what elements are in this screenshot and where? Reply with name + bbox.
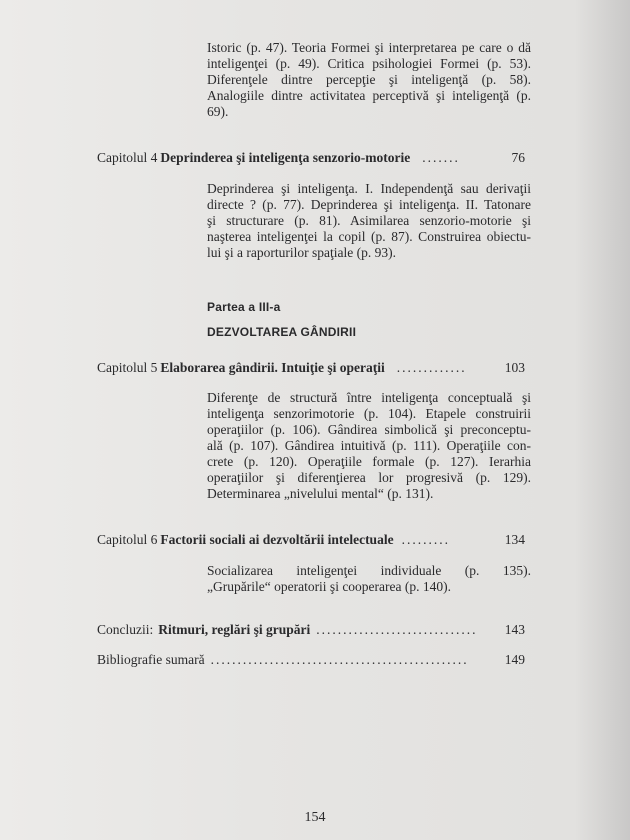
summary-line: Deprinderea şi inteligenţa. I. Independenţă sau derivaţii — [207, 181, 531, 196]
summary-line: 69). — [207, 104, 229, 119]
chapter-label: Capitolul 5 — [97, 360, 158, 375]
page-reference: 134 — [504, 532, 525, 547]
page-reference: 76 — [511, 150, 525, 165]
chapter-label: Capitolul 6 — [97, 532, 158, 547]
part-title: DEZVOLTAREA GÂNDIRII — [207, 325, 357, 339]
dot-leader: .............................. — [316, 622, 478, 637]
toc-entry-chapter5 — [97, 360, 525, 376]
summary-line: naşterea inteligenţei la copil (p. 87). Construirea obiectu- — [207, 229, 531, 244]
summary-line: şi structurare (p. 81). Asimilarea senzorio-motorie şi — [207, 213, 531, 228]
summary-line: „Grupările“ operatorii şi cooperarea (p. 140). — [207, 579, 452, 594]
page-number: 154 — [304, 810, 326, 825]
summary-line: lui şi a raporturilor spaţiale (p. 93). — [207, 245, 396, 260]
toc-entry-chapter4 — [97, 150, 525, 166]
summary-line: operaţiilor şi diferenţierea lor progresivă (p. 129). — [207, 470, 531, 485]
summary-line: Analogiile dintre activitatea perceptivă şi inteligenţă (p. — [207, 88, 531, 103]
summary-line: directe ? (p. 77). Deprinderea şi inteligenţa. II. Tatonare — [207, 197, 531, 212]
chapter-title: Elaborarea gândirii. Intuiţie şi operaţii — [160, 360, 385, 375]
summary-line: Determinarea „nivelului mental“ (p. 131). — [207, 486, 434, 501]
summary-line: operaţiilor (p. 106). Gândirea simbolică şi preconceptu- — [207, 422, 531, 437]
summary-line: Istoric (p. 47). Teoria Formei şi interpretarea pe care o dă — [207, 40, 531, 55]
part-label: Partea a III-a — [207, 300, 281, 314]
page-reference: 149 — [504, 652, 525, 667]
dot-leader: ................................................ — [210, 652, 469, 667]
page-edge-shadow — [575, 0, 630, 840]
dot-leader: ....... — [422, 150, 460, 165]
conclusions-label: Concluzii: — [97, 622, 154, 637]
page-reference: 103 — [504, 360, 525, 375]
toc-entry-bibliography — [97, 652, 525, 668]
toc-summary-chapter5 — [207, 390, 531, 502]
summary-line: Socializarea inteligenţei individuale (p. 135). — [207, 563, 531, 578]
toc-entry-chapter6 — [97, 532, 525, 548]
chapter-title: Deprinderea şi inteligenţa senzorio-motorie — [160, 150, 411, 165]
toc-entry-conclusions — [97, 622, 525, 638]
dot-leader: ............. — [396, 360, 467, 375]
summary-line: inteligenţa senzorimotorie (p. 104). Etapele construirii — [207, 406, 531, 421]
summary-line: inteligenţei (p. 49). Critica psihologiei Formei (p. 53). — [207, 56, 531, 71]
chapter-label: Capitolul 4 — [97, 150, 158, 165]
summary-line: Diferenţe de structură între inteligenţa conceptuală şi — [207, 390, 531, 405]
bibliography-title: Bibliografie sumară — [97, 652, 205, 667]
dot-leader: ......... — [401, 532, 450, 547]
toc-summary-chapter6 — [207, 563, 531, 595]
summary-line: Diferenţele dintre percepţie şi inteligenţă (p. 58). — [207, 72, 531, 87]
page-reference: 143 — [504, 622, 525, 637]
toc-summary-chapter4 — [207, 181, 531, 261]
summary-line: ală (p. 107). Gândirea intuitivă (p. 111). Operaţiile con- — [207, 438, 531, 453]
chapter-title: Factorii sociali ai dezvoltării intelectuale — [160, 532, 394, 547]
toc-summary-chapter3 — [207, 40, 531, 120]
summary-line: crete (p. 120). Operaţiile formale (p. 127). Ierarhia — [207, 454, 531, 469]
conclusions-title: Ritmuri, reglări şi grupări — [158, 622, 311, 637]
